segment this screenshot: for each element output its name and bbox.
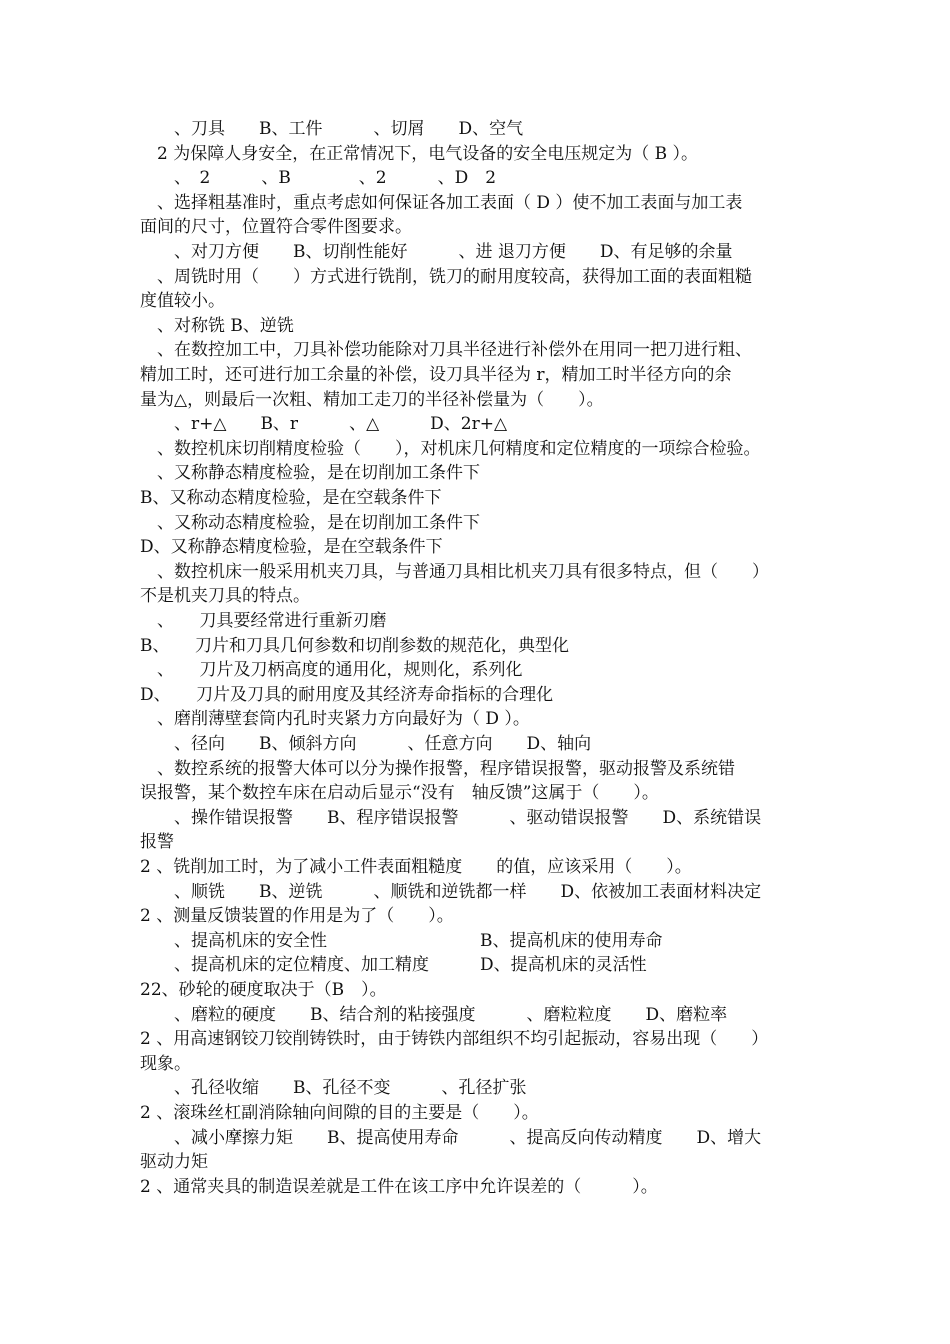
text-line: 误报警，某个数控车床在启动后显示“没有 轴反馈”这属于（ ）。 xyxy=(140,783,659,804)
text-line: 、提高机床的安全性 B、提高机床的使用寿命 xyxy=(140,930,663,951)
text-line: 面间的尺寸，位置符合零件图要求。 xyxy=(140,217,412,238)
text-line: 、刀具 B、工件 、切屑 D、空气 xyxy=(140,119,524,139)
text-line: 现象。 xyxy=(140,1053,191,1074)
text-line: 、对称铣 B、逆铣 xyxy=(140,315,294,336)
text-line: 量为△，则最后一次粗、精加工走刀的半径补偿量为（ ）。 xyxy=(140,389,604,410)
text-line: 、磨削薄壁套筒内孔时夹紧力方向最好为（ D ）。 xyxy=(140,709,530,730)
text-line: 、提高机床的定位精度、加工精度 D、提高机床的灵活性 xyxy=(140,955,647,976)
text-line: 、r+△ B、r 、△ D、2r+△ xyxy=(140,414,508,435)
text-line: 、又称动态精度检验，是在切削加工条件下 xyxy=(140,512,480,533)
text-line: 、 刀片及刀柄高度的通用化，规则化，系列化 xyxy=(140,660,523,681)
text-line: 、数控机床切削精度检验（ ），对机床几何精度和定位精度的一项综合检验。 xyxy=(140,438,761,459)
text-line: 、孔径收缩 B、孔径不变 、孔径扩张 xyxy=(140,1078,527,1099)
text-line: 、数控机床一般采用机夹刀具，与普通刀具相比机夹刀具有很多特点，但（ ） xyxy=(140,561,769,582)
text-line: 、周铣时用（ ）方式进行铣削，铣刀的耐用度较高，获得加工面的表面粗糙 xyxy=(140,266,752,287)
text-line: 2 为保障人身安全，在正常情况下，电气设备的安全电压规定为（ B ）。 xyxy=(140,143,699,164)
text-line: 、径向 B、倾斜方向 、任意方向 D、轴向 xyxy=(140,734,592,754)
text-line: 、对刀方便 B、切削性能好 、进 退刀方便 D、有足够的余量 xyxy=(140,242,733,262)
text-line: 报警 xyxy=(140,832,174,853)
text-line: 、数控系统的报警大体可以分为操作报警，程序错误报警，驱动报警及系统错 xyxy=(140,758,735,779)
text-line: 2 、铣削加工时，为了减小工件表面粗糙度 的值，应该采用（ ）。 xyxy=(140,857,692,877)
text-line: 、磨粒的硬度 B、结合剂的粘接强度 、磨粒粒度 D、磨粒率 xyxy=(140,1004,728,1025)
text-line: 不是机夹刀具的特点。 xyxy=(140,586,310,607)
text-line: 、操作错误报警 B、程序错误报警 、驱动错误报警 D、系统错误 xyxy=(140,807,762,828)
text-line: 度值较小。 xyxy=(140,291,225,312)
text-line: 、顺铣 B、逆铣 、顺铣和逆铣都一样 D、依被加工表面材料决定 xyxy=(140,881,762,902)
text-line: 2 、通常夹具的制造误差就是工件在该工序中允许误差的（ ）。 xyxy=(140,1176,658,1197)
text-line: 、 2 、B 、2 、D 2 xyxy=(140,168,497,189)
text-line: 、 刀具要经常进行重新刃磨 xyxy=(140,611,387,631)
text-line: D、又称静态精度检验，是在空载条件下 xyxy=(140,537,443,558)
text-line: 、减小摩擦力矩 B、提高使用寿命 、提高反向传动精度 D、增大 xyxy=(140,1127,762,1148)
text-line: 驱动力矩 xyxy=(140,1152,208,1173)
text-line: 2 、滚珠丝杠副消除轴向间隙的目的主要是（ ）。 xyxy=(140,1103,539,1123)
text-line: 、在数控加工中，刀具补偿功能除对刀具半径进行补偿外在用同一把刀进行粗、 xyxy=(140,340,752,361)
text-line: 、选择粗基准时，重点考虑如何保证各加工表面（ D ）使不加工表面与加工表 xyxy=(140,192,743,213)
text-line: B、又称动态精度检验，是在空载条件下 xyxy=(140,488,442,508)
text-line: 2 、用高速钢铰刀铰削铸铁时，由于铸铁内部组织不均引起振动，容易出现（ ） xyxy=(140,1029,769,1050)
text-line: 、又称静态精度检验，是在切削加工条件下 xyxy=(140,463,480,484)
text-line: D、 刀片及刀具的耐用度及其经济寿命指标的合理化 xyxy=(140,684,554,705)
text-line: 2 、测量反馈装置的作用是为了（ ）。 xyxy=(140,906,454,927)
text-line: 精加工时，还可进行加工余量的补偿，设刀具半径为 r，精加工时半径方向的余 xyxy=(140,365,732,385)
text-line: B、 刀片和刀具几何参数和切削参数的规范化，典型化 xyxy=(140,635,569,656)
text-line: 22、砂轮的硬度取决于（B ）。 xyxy=(140,980,387,1000)
